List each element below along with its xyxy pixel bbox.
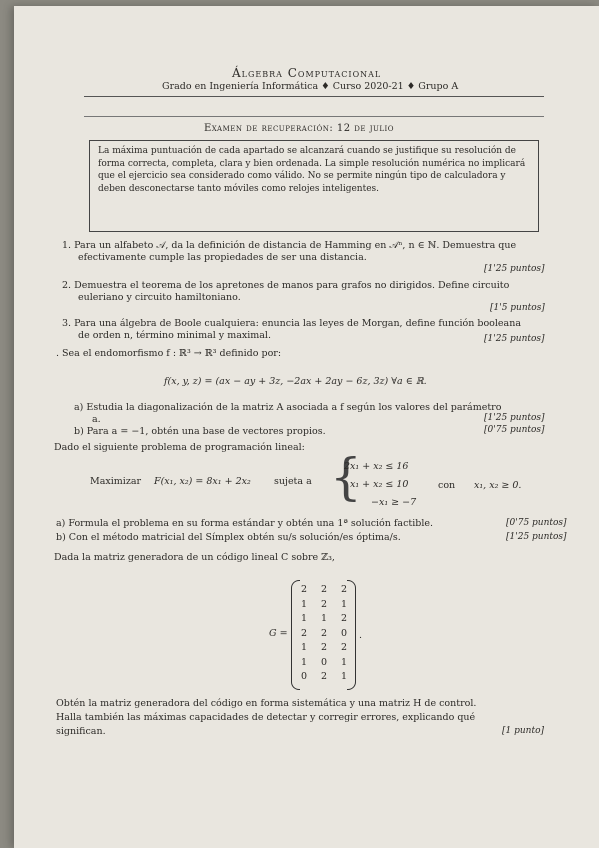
matrix-row <box>301 657 347 668</box>
course-title: Álgebra Computacional <box>232 66 382 80</box>
matrix-row <box>301 584 347 595</box>
q6-line1: Obtén la matriz generadora del código en forma sistemática y una matriz H de control. <box>56 698 477 709</box>
matrix-row <box>301 599 347 610</box>
q4b-points: [0'75 puntos] <box>484 425 545 435</box>
q4a-points: [1'25 puntos] <box>484 413 545 423</box>
q2-line2: euleriano y circuito hamiltoniano. <box>78 292 241 303</box>
matrix-row <box>301 628 347 639</box>
matrix-row <box>301 613 347 624</box>
q5-constraint-1: 2x₁ + x₂ ≤ 16 <box>344 461 409 472</box>
q4a-line1: a) Estudia la diagonalización de la matriz A asociada a f según los valores del parámetro <box>74 402 502 413</box>
matrix-cell: 1 <box>340 671 347 682</box>
matrix-cell: 1 <box>320 613 328 624</box>
matrix-cell: 1 <box>301 613 308 624</box>
exam-title: Examen de recuperación: 12 de julio <box>204 123 395 134</box>
matrix-cell: 0 <box>340 627 347 639</box>
matrix-cell: 2 <box>320 584 328 595</box>
matrix-cell: 2 <box>340 613 347 624</box>
matrix-row <box>301 671 347 682</box>
matrix-cell: 2 <box>320 671 328 682</box>
generator-matrix <box>269 580 379 690</box>
q1-line2: efectivamente cumple las propiedades de ser una distancia. <box>78 252 367 263</box>
q5b-points: [1'25 puntos] <box>506 532 567 542</box>
q5-intro: Dado el siguiente problema de programación lineal: <box>54 442 305 453</box>
q2-line1: 2. Demuestra el teorema de los apretones de manos para grafos no dirigidos. Define circuito <box>62 280 510 291</box>
q5-constraint-3: −x₁ ≥ −7 <box>371 497 417 508</box>
q5-maximize: Maximizar <box>90 476 142 487</box>
q4-intro: . Sea el endomorfismo f : ℝ³ → ℝ³ definido por: <box>56 348 282 359</box>
matrix-cell: 2 <box>320 598 328 610</box>
q1-points: [1'25 puntos] <box>484 264 545 274</box>
q5-nonnegativity: x₁, x₂ ≥ 0. <box>474 480 522 491</box>
q5-constraint-2: x₁ + x₂ ≤ 10 <box>350 479 409 490</box>
matrix-cell: 0 <box>301 671 308 682</box>
matrix-cell: 2 <box>320 627 328 639</box>
q4a-line2: a. <box>92 414 101 425</box>
matrix-cell: 2 <box>320 642 328 653</box>
q5-con: con <box>438 480 456 491</box>
matrix-cell: 1 <box>301 598 308 610</box>
exam-sheet <box>14 6 599 848</box>
matrix-cell: 1 <box>340 656 347 668</box>
q1-line1: 1. Para un alfabeto 𝒜, da la definición de distancia de Hamming en 𝒜ⁿ, n ∈ ℕ. Demuestra que <box>62 240 517 251</box>
q5a-points: [0'75 puntos] <box>506 518 567 528</box>
q5-subject-to: sujeta a <box>274 476 312 487</box>
q5-objective: F(x₁, x₂) = 8x₁ + 2x₂ <box>154 476 251 487</box>
q5a-line: a) Formula el problema en su forma estándar y obtén una 1ª solución factible. <box>56 518 434 529</box>
matrix-cell: 2 <box>340 584 347 595</box>
matrix-cell: 1 <box>301 656 308 668</box>
q6-intro: Dada la matriz generadora de un código lineal C sobre ℤ₃, <box>54 552 335 563</box>
header-rule <box>84 96 544 97</box>
instructions-box: La máxima puntuación de cada apartado se alcanzará cuando se justifique su resolución de forma correcta, completa, clara y bien ordenada. La simple resolución numérica no implicará que el ejercicio sea considerado como válido. No se permite ningún tipo de calculadora y deben desconectarse tanto móviles como relojes inteligentes. <box>89 140 539 232</box>
constraints-brace: { <box>330 448 362 506</box>
q3-line2: de orden n, término minimal y maximal. <box>78 330 271 341</box>
q6-line3: significan. <box>56 726 106 737</box>
matrix-period: . <box>359 630 363 641</box>
matrix-cell: 2 <box>301 584 308 595</box>
q2-points: [1'5 puntos] <box>490 303 545 313</box>
q4-formula: f(x, y, z) = (ax − ay + 3z, −2ax + 2ay − 6z, 3z) ∀a ∈ ℝ. <box>164 376 427 387</box>
right-parenthesis <box>347 580 356 690</box>
q6-line2: Halla también las máximas capacidades de detectar y corregir errores, explicando qué <box>56 712 476 723</box>
left-parenthesis <box>291 580 300 690</box>
matrix-cell: 2 <box>340 642 347 653</box>
matrix-cell: 1 <box>301 642 308 653</box>
matrix-row <box>301 642 347 653</box>
course-subtitle: Grado en Ingeniería Informática ♦ Curso 2020-21 ♦ Grupo A <box>162 81 459 92</box>
matrix-cell: 1 <box>340 598 347 610</box>
q6-points: [1 punto] <box>502 726 544 736</box>
matrix-cell: 2 <box>301 627 308 639</box>
q3-points: [1'25 puntos] <box>484 334 545 344</box>
matrix-cell: 0 <box>320 656 328 668</box>
matrix-label: G = <box>269 628 288 639</box>
header-rule-2 <box>84 116 544 117</box>
q3-line1: 3. Para una álgebra de Boole cualquiera: enuncia las leyes de Morgan, define función booleana <box>62 318 521 329</box>
q5b-line: b) Con el método matricial del Símplex obtén su/s solución/es óptima/s. <box>56 532 401 543</box>
q4b-line: b) Para a = −1, obtén una base de vectores propios. <box>74 426 326 437</box>
